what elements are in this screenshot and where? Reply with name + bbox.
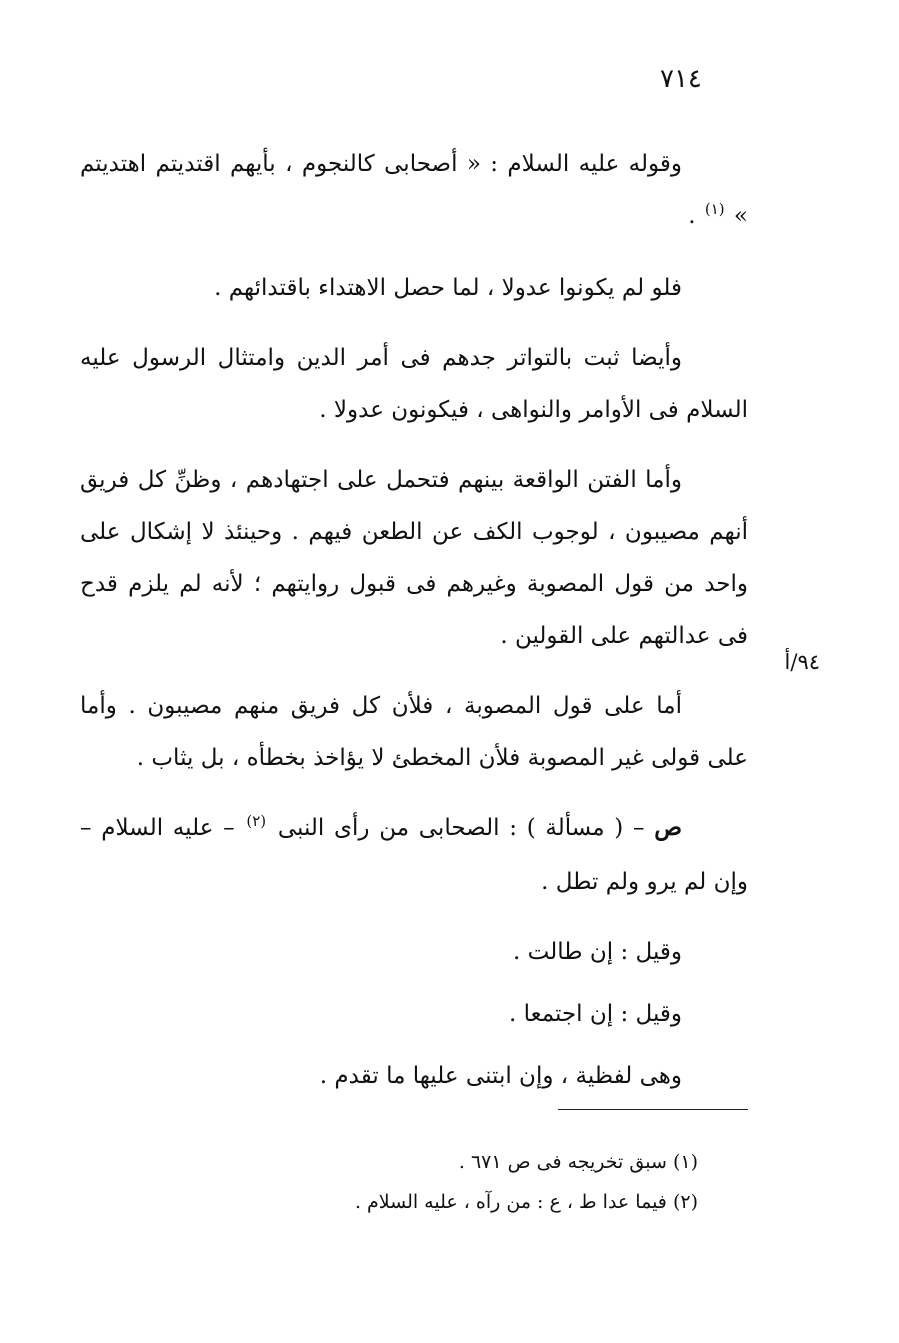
main-text bbox=[80, 138, 748, 1112]
footnote-marker: (١) bbox=[672, 1151, 698, 1173]
footnote-ref-2: (٢) bbox=[246, 812, 267, 830]
section-keyword: ص bbox=[654, 814, 682, 841]
paragraph-qila-1: وقيل : إن طالت . bbox=[513, 939, 682, 965]
paragraph-qila-2: وقيل : إن اجتمعا . bbox=[509, 1001, 682, 1027]
paragraph-musawwiba: أما على قول المصوبة ، فلأن كل فريق منهم مصيبون . وأما على قولى غير المصوبة فلأن المخطئ لا يؤاخذ بخطأه ، بل يثاب . bbox=[80, 693, 748, 771]
paragraph-conclusion: فلو لم يكونوا عدولا ، لما حصل الاهتداء باقتدائهم . bbox=[214, 275, 682, 301]
masala-end: – عليه السلام – وإن لم يرو ولم تطل . bbox=[80, 815, 748, 895]
paragraph-lafziyya: وهى لفظية ، وإن ابتنى عليها ما تقدم . bbox=[319, 1063, 682, 1089]
paragraph-fitan: وأما الفتن الواقعة بينهم فتحمل على اجتهادهم ، وظنِّ كل فريق أنهم مصيبون ، لوجوب الكف عن الطعن فيهم . وحينئذ لا إشكال على واحد من قول المصوبة وغيرهم فى قبول روايتهم ؛ لأنه لم يلزم قدح فى عدالتهم على القولين . bbox=[80, 467, 748, 649]
footnote-2 bbox=[200, 1182, 698, 1222]
hadith-end: . bbox=[688, 203, 703, 229]
hadith-text: وقوله عليه السلام : « أصحابى كالنجوم ، بأيهم اقتديتم اهتديتم » bbox=[80, 151, 748, 229]
footnote-ref-1: (١) bbox=[704, 200, 725, 218]
paragraph-tawatur: وأيضا ثبت بالتواتر جدهم فى أمر الدين وامتثال الرسول عليه السلام فى الأوامر والنواهى ، فيكونون عدولا . bbox=[80, 345, 748, 423]
paragraph-hadith bbox=[80, 138, 748, 244]
margin-folio-note: ٩٤/أ bbox=[784, 650, 820, 674]
masala-text: – ( مسألة ) : الصحابى من رأى النبى bbox=[268, 815, 655, 841]
footnote-1 bbox=[200, 1142, 698, 1182]
footnotes bbox=[200, 1142, 698, 1222]
footnote-text: فيما عدا ط ، ع : من رآه ، عليه السلام . bbox=[354, 1191, 667, 1213]
paragraph-masala bbox=[80, 802, 748, 908]
footnote-text: سبق تخريجه فى ص ٦٧١ . bbox=[458, 1151, 667, 1173]
footnote-marker: (٢) bbox=[672, 1191, 698, 1213]
page-number: ٧١٤ bbox=[660, 64, 702, 94]
footnote-divider bbox=[558, 1109, 748, 1110]
